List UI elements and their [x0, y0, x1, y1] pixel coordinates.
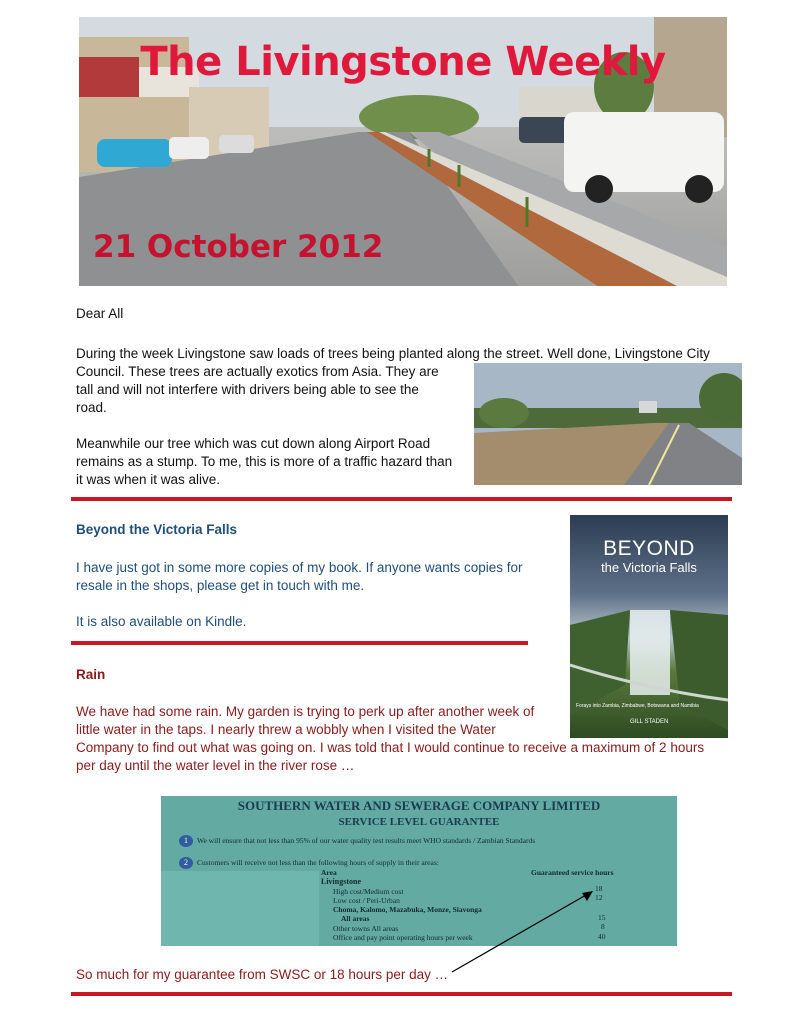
- paragraph-line: We have had some rain. My garden is trying to perk up after another week of: [76, 704, 535, 719]
- table-row-hours: 40: [598, 932, 606, 941]
- paragraph-line: tall and will not interfere with drivers being able to see the: [76, 382, 419, 397]
- caption: So much for my guarantee from SWSC or 18 hours per day …: [76, 967, 449, 982]
- book-author: GILL STADEN: [630, 719, 669, 725]
- newsletter-title: The Livingstone Weekly: [140, 39, 666, 85]
- paragraph-line: It is also available on Kindle.: [76, 614, 247, 629]
- section-heading-rain: Rain: [76, 667, 106, 682]
- paragraph-line: During the week Livingstone saw loads of trees being planted along the street. Well done, Livingstone City: [76, 346, 710, 361]
- paragraph-line: Council. These trees are actually exotics from Asia. They are: [76, 364, 439, 379]
- book-subtitle: the Victoria Falls: [601, 560, 697, 575]
- table-row-area: High cost/Medium cost: [333, 887, 404, 896]
- paragraph-line: road.: [76, 400, 107, 415]
- paragraph-line: I have just got in some more copies of my book. If anyone wants copies for: [76, 560, 523, 575]
- notice-item: Customers will receive not less than the following hours of supply in their areas:: [197, 858, 439, 867]
- paragraph-line: Company to find out what was going on. I was told that I would continue to receive a maximum of 2 hours: [76, 740, 705, 755]
- area-group: Livingstone: [321, 877, 362, 886]
- notice-title: SERVICE LEVEL GUARANTEE: [338, 816, 500, 828]
- table-row-area: Low cost / Peri-Urban: [333, 896, 400, 905]
- table-row-area: Office and pay point operating hours per week: [333, 933, 473, 942]
- greeting: Dear All: [76, 306, 124, 321]
- issue-date: 21 October 2012: [93, 229, 384, 265]
- table-row-hours: 12: [595, 893, 603, 902]
- table-row-hours: 8: [601, 922, 605, 931]
- column-header-hours: Guaranteed service hours: [531, 868, 614, 877]
- table-row-area: Choma, Kalomo, Mazabuka, Monze, Siavonga: [333, 905, 482, 914]
- book-tagline: Forays into Zambia, Zimbabwe, Botswana and Namibia: [576, 703, 699, 709]
- table-row-hours: 18: [595, 884, 603, 893]
- section-divider: [71, 992, 732, 996]
- paragraph-line: remains as a stump. To me, this is more of a traffic hazard than: [76, 454, 453, 469]
- paragraph-line: Meanwhile our tree which was cut down along Airport Road: [76, 436, 431, 451]
- book-title: BEYOND: [603, 537, 695, 560]
- column-header-area: Area: [321, 868, 337, 877]
- section-heading-book: Beyond the Victoria Falls: [76, 522, 238, 537]
- number-badge: 1: [179, 835, 193, 847]
- paragraph-line: per day until the water level in the river rose …: [76, 758, 355, 773]
- number-badge: 2: [179, 857, 193, 869]
- paragraph-line: it was when it was alive.: [76, 472, 221, 487]
- paragraph-line: resale in the shops, please get in touch with me.: [76, 578, 365, 593]
- table-row-area: All areas: [341, 914, 370, 923]
- table-row-hours: 15: [598, 913, 606, 922]
- table-row-area: Other towns All areas: [333, 924, 399, 933]
- notice-item: We will ensure that not less than 95% of our water quality test results meet WHO standards / Zambian Standards: [197, 836, 536, 845]
- paragraph-line: little water in the taps. I nearly threw a wobbly when I visited the Water: [76, 722, 496, 737]
- notice-company: SOUTHERN WATER AND SEWERAGE COMPANY LIMITED: [237, 798, 601, 813]
